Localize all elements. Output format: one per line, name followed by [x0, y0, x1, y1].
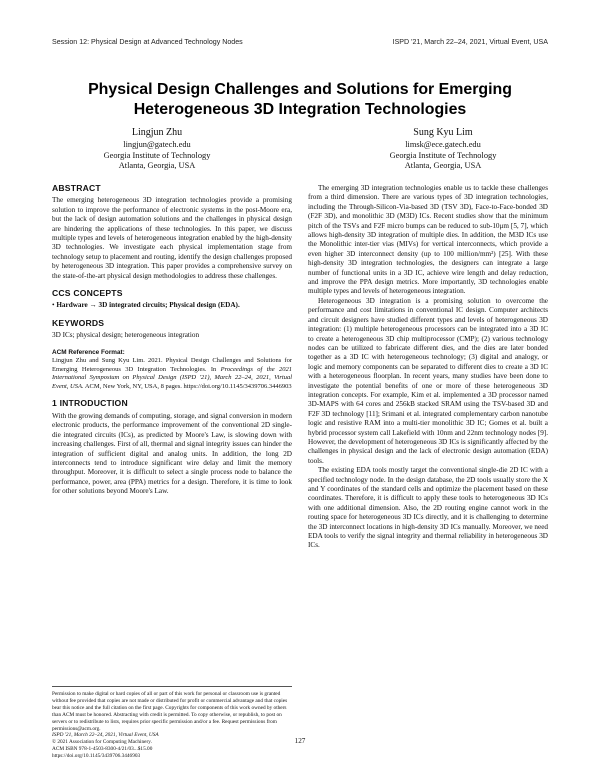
abstract-text: The emerging heterogeneous 3D integration technologies provide a promising solution to improve the performance of electronic systems in the post-Moore era, but the lack of design automation solutions and the challenges in physical design are hindering the applications of these technologies. In this paper, we discuss multiple types and levels of heterogeneous integration enabled by the high-density 3D technologies. We investigate each physical implementation stage from technology setup to placement and routing, identify the design challenges proposed by heterogeneous 3D integration. This paper provides a comprehensive survey on the state-of-the-art physical design methodologies to address these challenges.	[52, 196, 292, 280]
author-affiliation: Georgia Institute of Technology	[389, 150, 497, 160]
acm-reference-text	[52, 357, 292, 391]
keywords-heading: KEYWORDS	[52, 317, 105, 328]
footnote-copyright: © 2021 Association for Computing Machinery.	[52, 739, 152, 746]
ccs-arrow: →	[87, 301, 99, 310]
introduction-paragraph-1: With the growing demands of computing, storage, and signal conversion in modern electronic products, the performance improvement of the conventional 2D single-die integrated circuits (ICs), as predicted by Moore's Law, is slowing down with increasing challenges. First of all, thermal and signal integrity issues can hinder the integration of sufficient digital and analog units. In addition, the long 2D interconnects tend to introduce significant wire delay and limit the memory throughput. Moreover, it is difficult to select a single process node to balance the performance, power, area (PPA) metrics for a design. Therefore, it is time to look for other solutions beyond Moore's Law.	[52, 411, 292, 496]
author-email[interactable]: limsk@ece.gatech.edu	[405, 140, 481, 149]
right-column	[308, 184, 548, 551]
header-conference: ISPD '21, March 22–24, 2021, Virtual Event, USA	[392, 38, 548, 46]
permission-text: Permission to make digital or hard copies of all or part of this work for personal or classroom use is granted without fee provided that copies are not made or distributed for profit or commercial advantage and that copies bear this notice and the full citation on the first page. Copyrights for components of this work owned by others than ACM must be honored. Abstracting with credit is permitted. To copy otherwise, or republish, to post on servers or to redistribute to lists, requires prior specific permission and/or a fee. Request permissions from permissions@acm.org.	[52, 691, 288, 732]
body-paragraph-2: Heterogeneous 3D integration is a promising solution to overcome the performance and cost limitations in conventional IC design. Computer architects and circuit designers have studied different types and levels of heterogeneous 3D integration: (1) multiple heterogeneous processors can be integrated into a 3D IC to create a heterogeneous 3D chip multiprocessor (CMP); (2) various technology nodes can be utilized to fabricate different dies, and the dies are later bonded together as a 3D IC with heterogeneous technology; (3) digital and analogy, or logic and memory components can be separated to different dies to create a 3D IC with a heterogeneous floorplan. In recent years, many studies have been done to investigate the potential benefits of one or more of these heterogeneous 3D integration concepts. For example, Kim et al. implemented a 3D processor named 3D-MAPS with 64 cores and 256kB stacked SRAM using the TSV-based 3D and F2F 3D technology [11]; Srimani et al. integrated complementary carbon nanotube logic and resistive RAM into a multi-tier monolithic 3D IC; Gomes et al. built a hybrid processor system call Lakefield with 10nm and 22nm technology nodes [9]. However, the development of heterogeneous 3D ICs is significantly affected by the challenges in physical design and the lack of electronic design automation (EDA) tools.	[308, 296, 548, 465]
permission-footnote	[52, 686, 292, 760]
ccs-hardware: Hardware	[56, 301, 88, 310]
acm-reference-venue: Proceedings of the 2021 International Symposium on Physical Design (ISPD '21), March 22–24, 2021, Virtual Event, USA.	[52, 365, 293, 390]
title-line-1: Physical Design Challenges and Solutions for Emerging	[88, 81, 512, 98]
author-name: Lingjun Zhu	[131, 127, 183, 138]
keywords-text: 3D ICs; physical design; heterogeneous integration	[52, 331, 200, 340]
author-2	[338, 127, 548, 172]
ccs-concepts	[52, 301, 292, 310]
ccs-concept-terms: 3D integrated circuits; Physical design (EDA).	[98, 301, 240, 310]
acm-reference-authors: Lingjun Zhu and Sung Kyu Lim. 2021. Physical Design Challenges and Solutions for Emerging Heterogeneous 3D Integration Technologies. In	[52, 357, 292, 373]
body-paragraph-3: The existing EDA tools mostly target the conventional single-die 2D IC with a specified technology node. In the design database, the 2D tools usually store the X and Y coordinates of the standard cells and optimize the placement based on these coordinates. Therefore, it is difficult to apply these tools to heterogeneous 3D ICs with one additional dimension. Also, the 2D routing engine cannot work in the routing space for heterogeneous 3D ICs directly, and it is challenging to determine the 3D interconnect locations in high-density 3D ICs manually. Moreover, we need EDA tools to verify the signal integrity and thermal reliability in heterogeneous 3D ICs.	[308, 466, 548, 550]
body-paragraph-1: The emerging 3D integration technologies enable us to tackle these challenges from a third dimension. There are various types of 3D integration technologies, including the Through-Silicon-Via-based 3D (TSV 3D), Face-to-Face-bonded 3D (F2F 3D), and monolithic 3D (M3D) ICs. Recent studies show that the minimum pitch of the TSVs and F2F micro bumps can be reduced to sub-10μm [5, 7], which allows high-density 3D integration of multiple dies. In addition, the M3D ICs use the Monolithic inter-tier vias (MIVs) for vertical interconnects, which provide a even higher 3D interconnect density (up to 100 million/mm²) [25]. With these high-density 3D integration technologies, the designers can integrate a large number of functional units in a 3D IC, achieve wire length and delay reduction, and improve the PPA design metrics. More importantly, 3D technologies enable multiple types and levels of heterogeneous integration.	[308, 184, 548, 296]
header-session: Session 12: Physical Design at Advanced Technology Nodes	[52, 38, 243, 46]
ccs-bullet: •	[52, 301, 55, 310]
title-line-2: Heterogeneous 3D Integration Technologies	[133, 101, 467, 118]
footnote-isbn: ACM ISBN 978-1-4503-8300-4/21/03...$15.00	[52, 746, 153, 753]
author-name: Sung Kyu Lim	[413, 127, 473, 138]
paper-title	[52, 80, 548, 120]
ccs-heading: CCS CONCEPTS	[52, 288, 123, 299]
acm-reference-doi[interactable]: ACM, New York, NY, USA, 8 pages. https://doi.org/10.1145/3439706.3446903	[83, 382, 292, 390]
running-header	[52, 38, 548, 46]
abstract-heading: ABSTRACT	[52, 183, 101, 193]
page-number: 127	[294, 737, 306, 745]
author-location: Atlanta, Georgia, USA	[118, 161, 196, 171]
author-affiliation: Georgia Institute of Technology	[103, 150, 211, 160]
footnote-doi[interactable]: https://doi.org/10.1145/3439706.3446903	[52, 753, 141, 760]
acm-reference-heading: ACM Reference Format:	[52, 348, 125, 356]
introduction-heading: 1 INTRODUCTION	[52, 398, 128, 409]
left-column	[52, 184, 292, 497]
author-location: Atlanta, Georgia, USA	[404, 161, 482, 171]
author-1	[52, 127, 262, 172]
footnote-conference: ISPD '21, March 22–24, 2021, Virtual Event, USA	[52, 732, 159, 739]
author-block	[52, 127, 548, 179]
author-email[interactable]: lingjun@gatech.edu	[123, 140, 191, 149]
